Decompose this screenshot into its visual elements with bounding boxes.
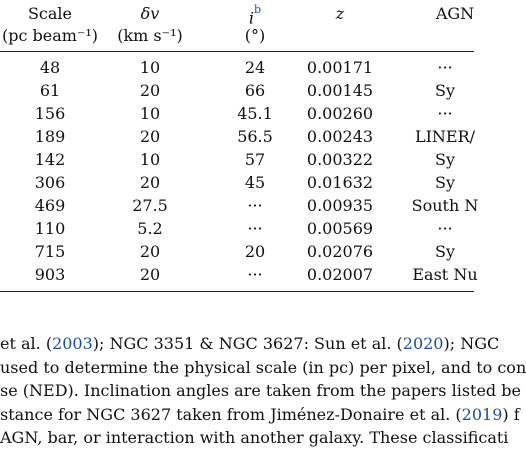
cell-scale: 715 (34, 242, 66, 261)
citation-year-2020[interactable]: 2020 (402, 334, 444, 353)
header-i-title: i (248, 8, 255, 28)
cell-agn: Sy (435, 242, 455, 261)
cell-agn: East Nu (412, 265, 478, 284)
cell-i: 66 (244, 81, 266, 100)
cell-dv: 20 (139, 265, 161, 284)
cell-i: ··· (247, 196, 263, 215)
header-z (320, 4, 360, 24)
header-agn (425, 4, 485, 24)
cell-z: 0.00145 (306, 81, 374, 100)
header-i-footnote: b (254, 3, 262, 16)
cell-i: ··· (247, 219, 263, 238)
note-line-4-a: stance for NGC 3627 taken from Jiménez-Donaire et al. ( (0, 404, 462, 424)
cell-i: 20 (244, 242, 266, 261)
header-i-unit-text: (°) (244, 26, 266, 45)
cell-dv: 10 (139, 58, 161, 77)
cell-dv: 20 (139, 242, 161, 261)
cell-scale: 48 (39, 58, 61, 77)
cell-scale: 156 (34, 104, 66, 123)
note-line-5: AGN, bar, or interaction with another galaxy. These classificati (0, 428, 509, 447)
note-line-1-b: ); NGC 3351 & NGC 3627: Sun et al. ( (92, 334, 403, 353)
cell-dv: 10 (139, 104, 161, 123)
header-scale-unit-text: (pc beam⁻¹) (1, 26, 99, 45)
cell-dv: 20 (139, 127, 161, 146)
cell-i: 57 (244, 150, 266, 169)
header-scale (15, 4, 85, 24)
header-i-unit (225, 26, 285, 46)
header-scale-title: Scale (27, 4, 73, 23)
cell-i: ··· (247, 265, 263, 284)
cell-dv: 20 (139, 81, 161, 100)
citation-year-2019[interactable]: 2019 (461, 404, 503, 424)
cell-scale: 61 (39, 81, 61, 100)
header-z-title: z (335, 4, 345, 23)
cell-z: 0.02007 (306, 265, 374, 284)
table-bottom-rule (0, 291, 474, 292)
header-dv-title: δv (140, 4, 160, 23)
header-dv-unit (110, 26, 190, 46)
note-line-1 (0, 332, 520, 356)
cell-i: 45 (244, 173, 266, 192)
cell-i: 56.5 (237, 127, 273, 146)
header-i (235, 4, 275, 28)
cell-agn: South N (411, 196, 479, 215)
cell-scale: 189 (34, 127, 66, 146)
cell-agn: Sy (435, 150, 455, 169)
header-dv-unit-text: (km s⁻¹) (117, 26, 183, 45)
note-line-4 (0, 403, 520, 427)
cell-scale: 110 (34, 219, 66, 238)
cell-dv: 27.5 (132, 196, 168, 215)
cell-z: 0.02076 (306, 242, 374, 261)
note-line-1-a: et al. ( (0, 334, 53, 353)
cell-dv: 20 (139, 173, 161, 192)
cell-dv: 5.2 (137, 219, 163, 238)
cell-z: 0.01632 (306, 173, 374, 192)
cell-agn: ··· (437, 104, 453, 123)
note-line-4-b: ) f (502, 404, 520, 424)
cell-i: 45.1 (237, 104, 273, 123)
cell-z: 0.00243 (306, 127, 374, 146)
citation-year-2003[interactable]: 2003 (52, 334, 93, 353)
table-notes (0, 332, 526, 450)
header-rule (0, 51, 474, 52)
cell-dv: 10 (139, 150, 161, 169)
cell-z: 0.00935 (306, 196, 374, 215)
cell-i: 24 (244, 58, 266, 77)
header-scale-unit (0, 26, 110, 46)
cell-agn: LINER/ (414, 127, 476, 146)
note-line-3: se (NED). Inclination angles are taken from the papers listed be (0, 381, 521, 400)
cell-scale: 306 (34, 173, 66, 192)
cell-scale: 142 (34, 150, 66, 169)
cell-z: 0.00171 (306, 58, 374, 77)
header-agn-title: AGN (435, 4, 475, 23)
cell-z: 0.00569 (306, 219, 374, 238)
cell-z: 0.00322 (306, 150, 374, 169)
cell-scale: 903 (34, 265, 66, 284)
header-dv (115, 4, 185, 24)
cell-z: 0.00260 (306, 104, 374, 123)
cell-agn: Sy (435, 173, 455, 192)
cell-agn: ··· (437, 58, 453, 77)
cell-scale: 469 (34, 196, 66, 215)
note-line-2: used to determine the physical scale (in pc) per pixel, and to con (0, 357, 526, 377)
note-line-1-c: ); NGC (443, 334, 500, 353)
cell-agn: ··· (437, 219, 453, 238)
cell-agn: Sy (435, 81, 455, 100)
